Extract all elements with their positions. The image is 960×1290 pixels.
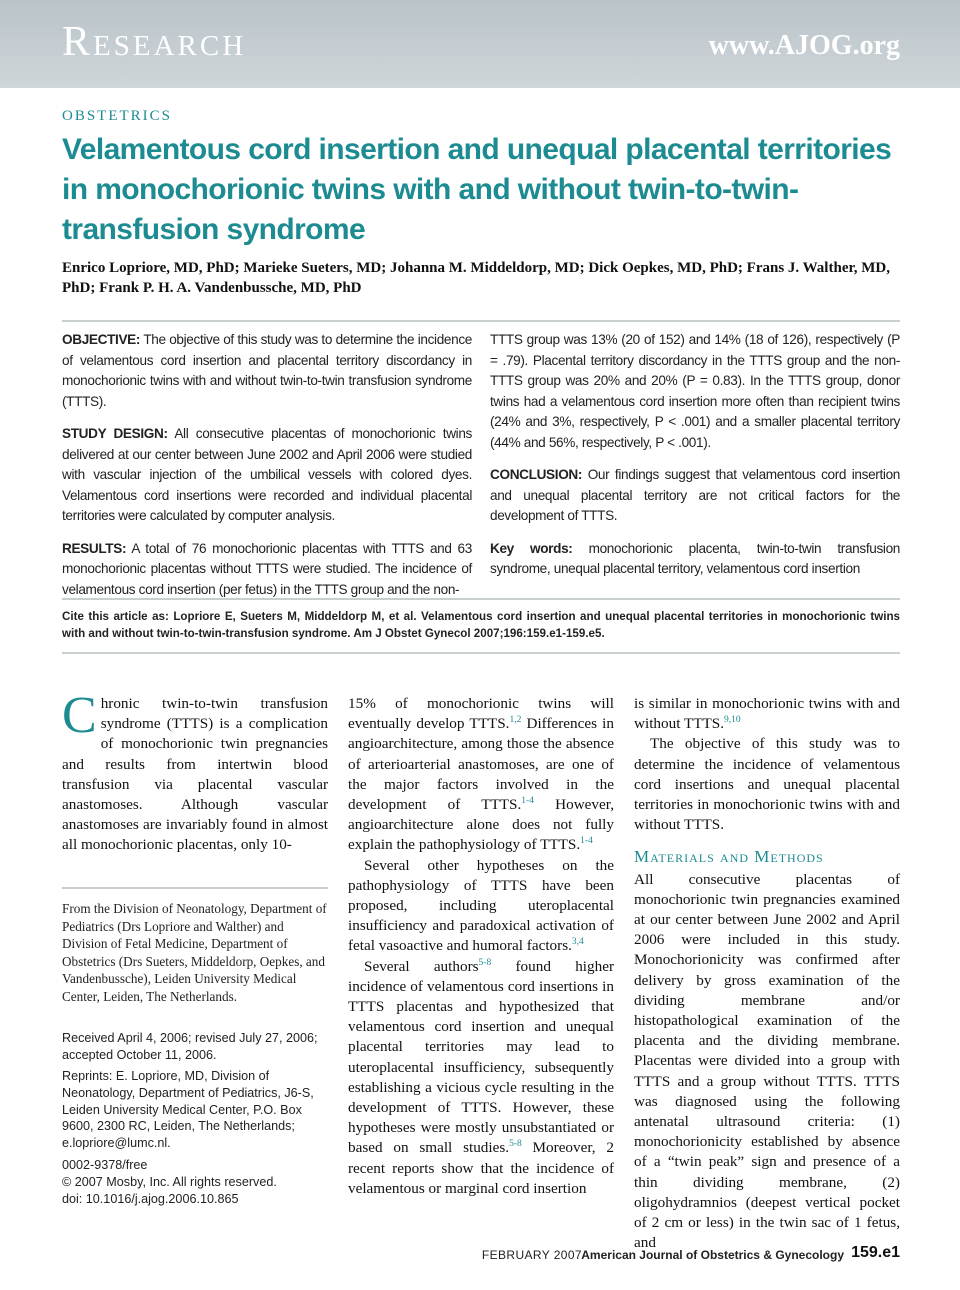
author-list: Enrico Lopriore, MD, PhD; Marieke Sueters, MD; Johanna M. Middeldorp, MD; Dick Oepkes, MD, PhD; Frans J. Walther, MD, PhD; Frank P. H. A. Vandenbussche, MD, PhD bbox=[62, 260, 890, 296]
reference-link[interactable]: 9,10 bbox=[724, 715, 741, 726]
reprints-note: Reprints: E. Lopriore, MD, Division of Neonatology, Department of Pediatrics, J6-S, Leiden University Medical Center, P.O. Box 9600, 2300 RC, Leiden, The Netherlands; e.lopriore@lumc.nl. bbox=[62, 1069, 314, 1151]
abstract-objective bbox=[62, 330, 472, 412]
header-band bbox=[0, 0, 960, 88]
text-run: However, angioarchitecture alone does not fully explain the pathophysiology of TTTS. bbox=[348, 796, 614, 854]
design-label: STUDY DESIGN: bbox=[62, 426, 168, 441]
affiliation-note: From the Division of Neonatology, Department of Pediatrics (Drs Lopriore and Walther) and Division of Fetal Medicine, Department of Obstetrics (Drs Sueters, Middeldorp, Oepkes, and Vandenbussche), Leiden University Medical Center, Leiden, The Netherlands. bbox=[62, 901, 327, 1004]
issue-date: FEBRUARY 2007 bbox=[481, 1248, 582, 1262]
objective-text: The objective of this study was to determine the incidence of velamentous cord insertion and placental territory discordancy in monochorionic twins with and without twin-to-twin transfusion syndrome (TTTS). bbox=[62, 332, 472, 409]
paragraph bbox=[634, 694, 900, 734]
issn: 0002-9378/free bbox=[62, 1158, 148, 1172]
text-run: Several other hypotheses on the pathophysiology of TTTS have been proposed, including uteroplacental insufficiency and paradoxical activation of fetal vasoactive and humoral factors. bbox=[348, 856, 614, 955]
paragraph bbox=[634, 734, 900, 835]
drop-cap: C bbox=[62, 687, 97, 744]
copyright: © 2007 Mosby, Inc. All rights reserved. bbox=[62, 1175, 277, 1189]
design-text: All consecutive placentas of monochorionic twins delivered at our center between June 2002 and April 2006 were studied with vascular injection of the umbilical vessels with colored dyes. Velamentous cord insertions were recorded and individual placental territories were calculated by computer analysis. bbox=[62, 426, 472, 523]
conclusion-text: Our findings suggest that velamentous cord insertion and unequal placental territory are not critical factors for the development of TTTS. bbox=[490, 467, 900, 523]
citation-box: Cite this article as: Lopriore E, Sueters M, Middeldorp M, et al. Velamentous cord insertion and unequal placental territories in monochorionic twins with and without twin-to-twin-transfusion syndrome. Am J Obstet Gynecol 2007;196:159.e1-159.e5. bbox=[62, 598, 900, 654]
reference-link[interactable]: 5-8 bbox=[509, 1139, 522, 1150]
body-column-1 bbox=[62, 687, 328, 856]
text-run: All consecutive placentas of monochorionic twin pregnancies examined at our center between June 2002 and April 2006 were included in this study. Monochorionicity was confirmed after delivery by gross examination of the dividing membrane and/or histopathological examination of the placenta and the dividing membrane. Placentas were divided into a group with TTTS and a group without TTTS. TTTS was diagnosed using the following antenatal ultrasound criteria: (1) monochorionicity established by absence of a “twin peak” sign and presence of a thin dividing membrane, (2) oligohydramnios (deepest vertical pocket of 2 cm or less) in the twin sac of 1 fetus, and bbox=[634, 870, 900, 1252]
abstract-results-cont bbox=[490, 330, 900, 453]
page-footer bbox=[0, 1242, 960, 1272]
abstract-right-column bbox=[490, 330, 900, 592]
journal-name: American Journal of Obstetrics & Gynecology bbox=[581, 1248, 844, 1262]
abstract-divider bbox=[62, 320, 900, 322]
text-run: Several authors bbox=[364, 957, 479, 975]
reference-link[interactable]: 5-8 bbox=[478, 957, 492, 968]
body-column-2 bbox=[348, 694, 614, 1199]
objective-label: OBJECTIVE: bbox=[62, 332, 141, 347]
text-run: Differences in angioarchitecture, among those the absence of arterioarterial anastomoses, are one of the major factors involved in the development of TTTS. bbox=[348, 715, 614, 814]
doi[interactable]: doi: 10.1016/j.ajog.2006.10.865 bbox=[62, 1192, 239, 1206]
text-run: found higher incidence of velamentous cord insertions in TTTS placentas and hypothesized that velamentous cord insertion and unequal placental territories may lead to uteroplacental insufficiency, subsequently establishing a vicious cycle resulting in the development of TTTS. However, these hypotheses were mostly unsubstantiated or based on small studies. bbox=[348, 957, 614, 1157]
text-run: Moreover, 2 recent reports show that the incidence of velamentous or marginal cord insertion bbox=[348, 1139, 614, 1197]
paragraph bbox=[634, 870, 900, 1254]
results-text-b: TTTS group was 13% (20 of 152) and 14% (18 of 126), respectively (P = .79). Placental territory discordancy in the TTTS group and the non-TTTS group was 20% and 20% (P = 0.83). In the TTTS group, donor twins had a velamentous cord insertion more often than recipient twins (24% and 3%, respectively, P < .001) and a smaller placental territory (44% and 56%, respectively, P < .001). bbox=[490, 332, 900, 450]
keywords-text: monochorionic placenta, twin-to-twin transfusion syndrome, unequal placental territory, velamentous cord insertion bbox=[490, 540, 900, 576]
abstract-design bbox=[62, 424, 472, 527]
results-label: RESULTS: bbox=[62, 540, 127, 556]
page-number: 159.e1 bbox=[851, 1244, 900, 1261]
body-column-3 bbox=[634, 694, 900, 1253]
abstract-keywords bbox=[490, 539, 900, 580]
intro-text: hronic twin-to-twin transfusion syndrome (TTTS) is a complication of monochorionic twin pregnancies and results from intertwin blood transfusion via placental vascular anastomoses. Although vascular anastomoses are invariably found in almost all monochorionic placentas, only 10- bbox=[62, 695, 328, 854]
text-run: is similar in monochorionic twins with and without TTTS. bbox=[634, 695, 900, 733]
abstract-left-column bbox=[62, 330, 472, 612]
journal-website[interactable]: www.AJOG.org bbox=[708, 30, 900, 61]
reference-link[interactable]: 1-4 bbox=[521, 795, 534, 806]
affiliation-divider bbox=[62, 887, 328, 889]
conclusion-label: CONCLUSION: bbox=[490, 467, 583, 482]
results-text-a: A total of 76 monochorionic placentas with TTTS and 63 monochorionic placentas without TTTS were studied. The incidence of velamentous cord insertion (per fetus) in the TTTS group and the non- bbox=[62, 540, 472, 597]
text-run: The objective of this study was to determine the incidence of velamentous cord insertions and unequal placental territories in monochorionic twins with and without TTTS. bbox=[634, 735, 900, 834]
article-title: Velamentous cord insertion and unequal placental territories in monochorionic twins with and without twin-to-twin-transfusion syndrome bbox=[62, 133, 892, 246]
abstract-results bbox=[62, 539, 472, 601]
methods-heading: Materials and Methods bbox=[634, 847, 824, 867]
abstract-conclusion bbox=[490, 465, 900, 527]
keywords-label: Key words: bbox=[490, 540, 573, 556]
reference-link[interactable]: 1,2 bbox=[509, 715, 522, 726]
paragraph bbox=[348, 694, 614, 856]
paragraph bbox=[348, 856, 614, 957]
received-dates: Received April 4, 2006; revised July 27, 2006; accepted October 11, 2006. bbox=[62, 1031, 318, 1062]
section-label: Research bbox=[62, 19, 247, 65]
paragraph bbox=[348, 957, 614, 1199]
reference-link[interactable]: 1-4 bbox=[580, 836, 593, 847]
article-category: obstetrics bbox=[62, 100, 173, 125]
reference-link[interactable]: 3,4 bbox=[571, 937, 584, 948]
text-run: 15% of monochorionic twins will eventually develop TTTS. bbox=[348, 695, 614, 733]
intro-paragraph bbox=[62, 687, 328, 856]
